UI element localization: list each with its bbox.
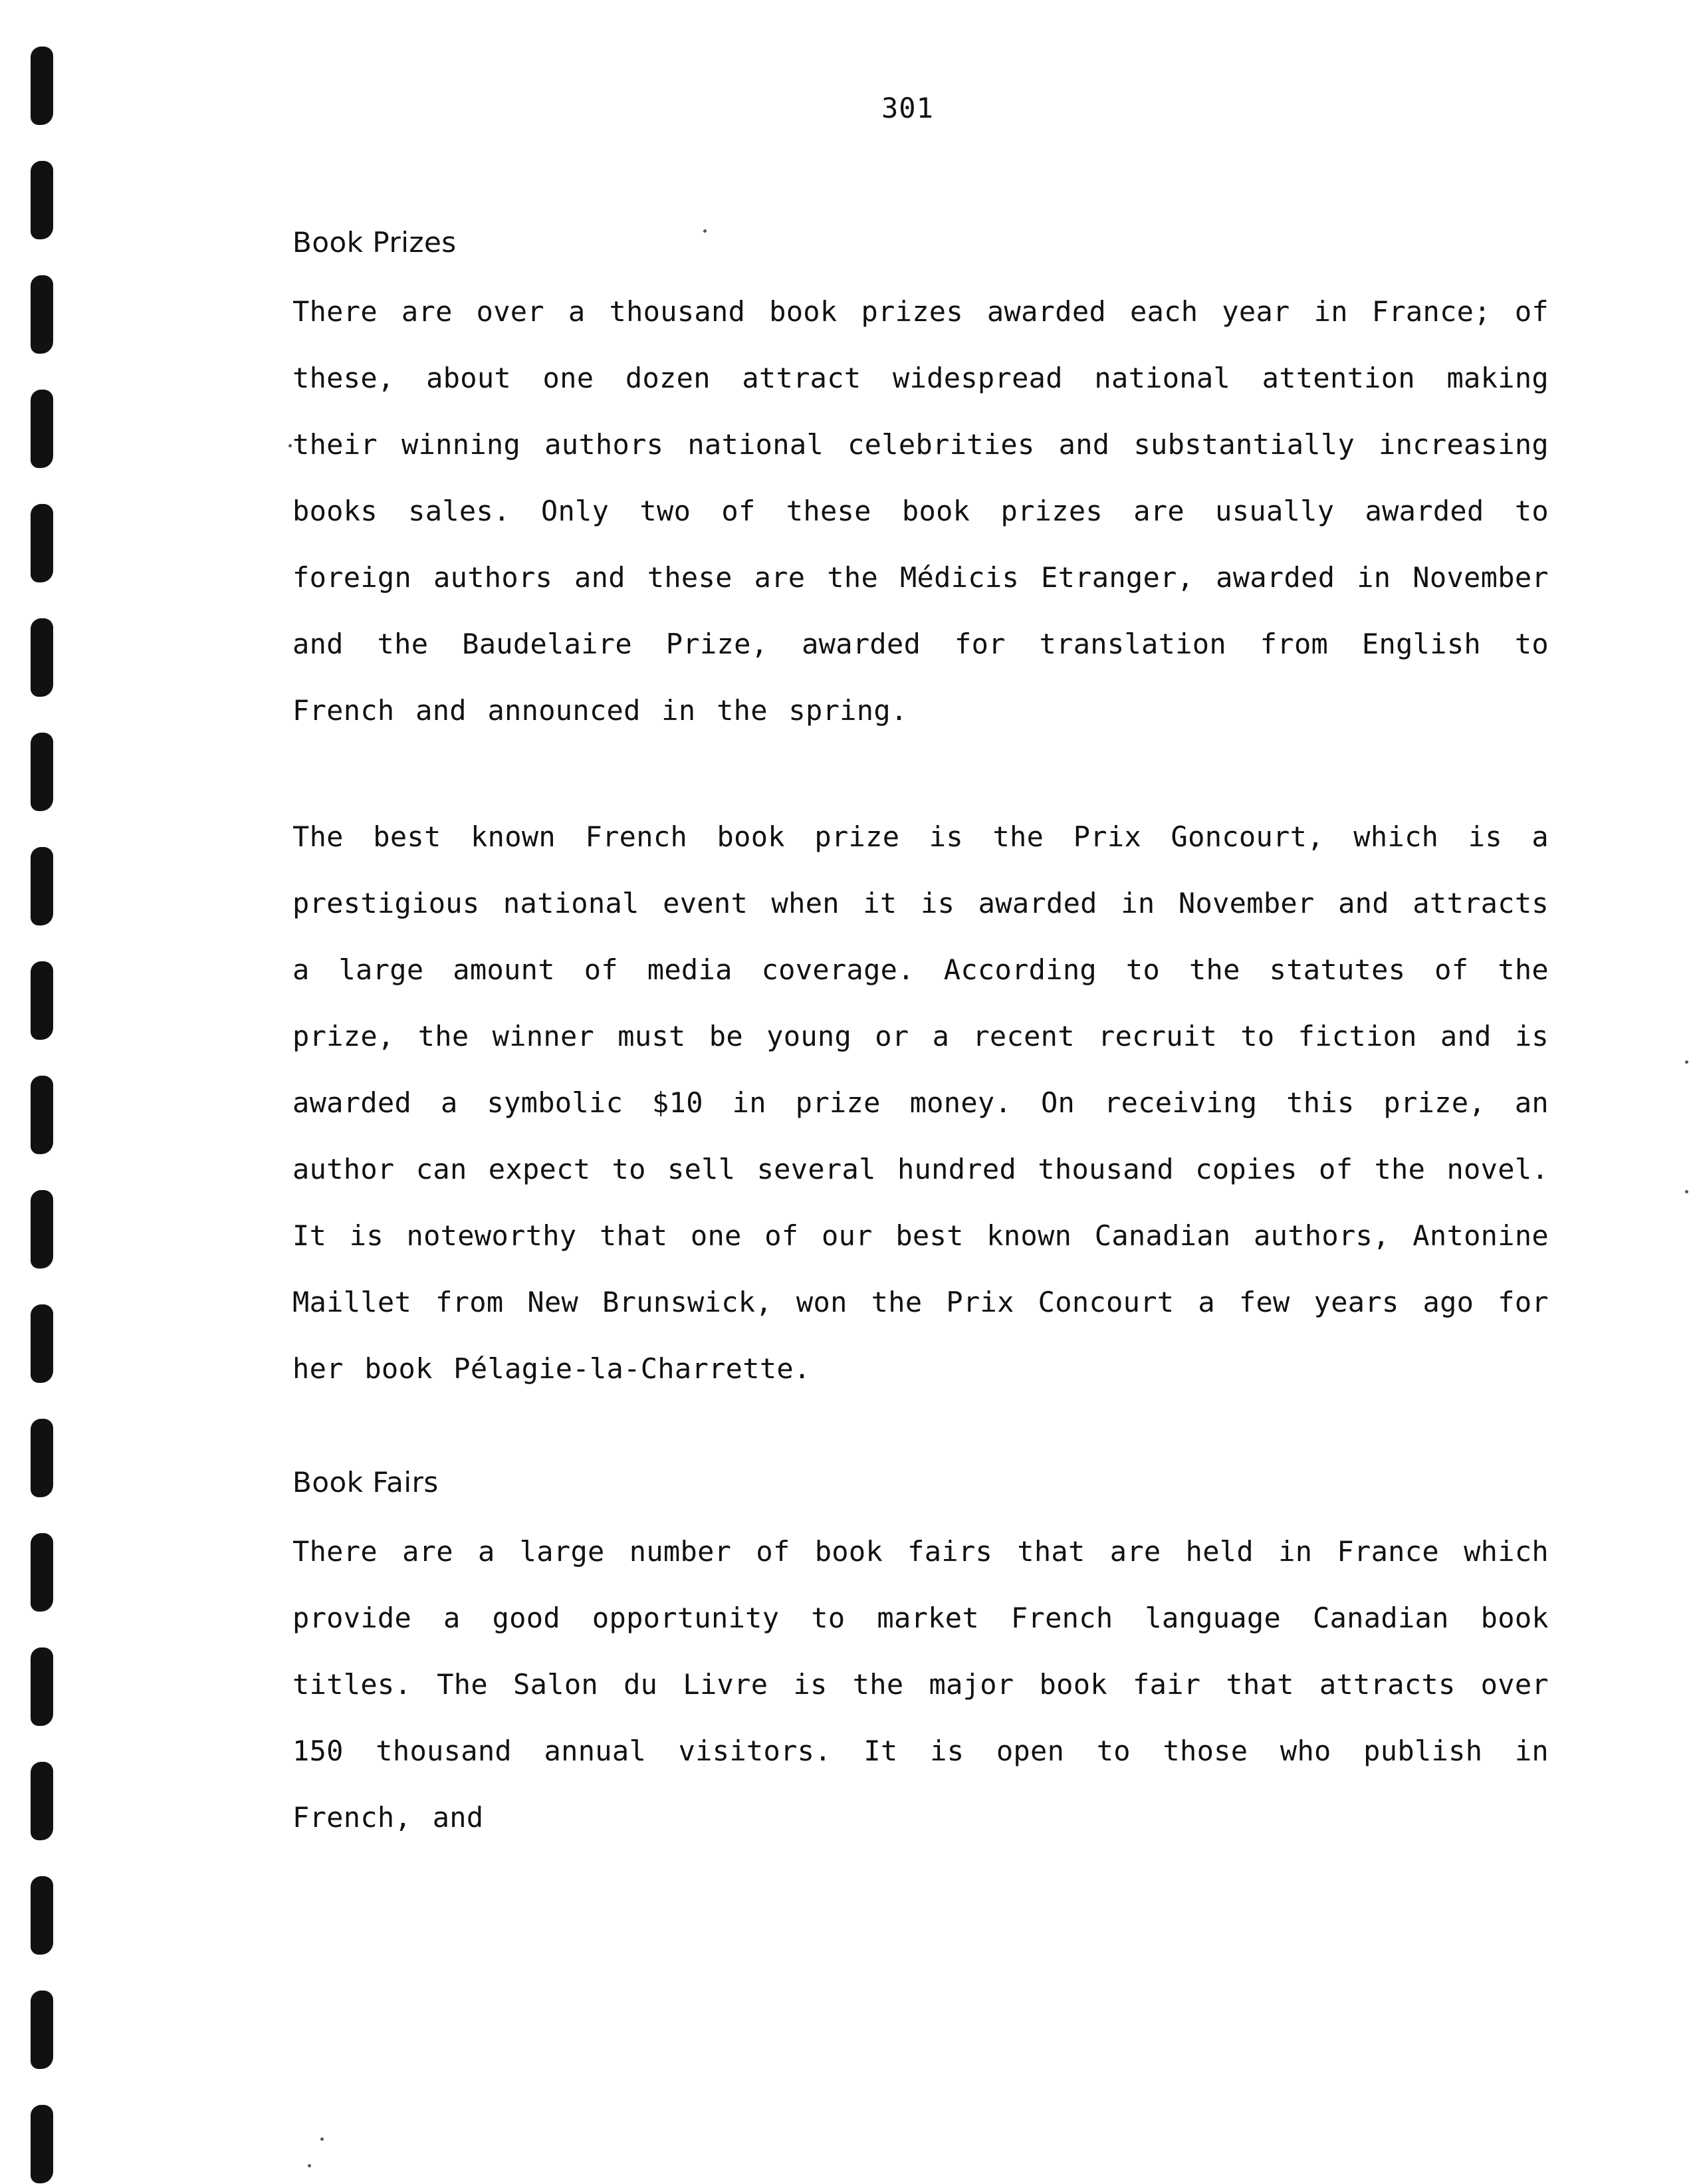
- scan-speck: [703, 229, 707, 233]
- page-number: 301: [881, 92, 934, 124]
- binding-mark: [31, 1304, 53, 1383]
- scan-speck: [1685, 1060, 1688, 1064]
- binding-mark: [31, 1876, 53, 1955]
- binding-mark: [31, 618, 53, 697]
- binding-mark: [31, 1190, 53, 1269]
- binding-mark: [31, 390, 53, 468]
- scan-speck: [320, 2137, 324, 2141]
- binding-mark: [31, 161, 53, 239]
- binding-mark: [31, 1419, 53, 1497]
- binding-mark: [31, 1762, 53, 1840]
- scan-speck: [288, 444, 292, 447]
- page-content: [292, 226, 1549, 1851]
- binding-mark: [31, 961, 53, 1040]
- binding-mark: [31, 504, 53, 582]
- binding-mark: [31, 733, 53, 811]
- binding-mark: [31, 47, 53, 125]
- binding-mark: [31, 275, 53, 354]
- binding-mark: [31, 2105, 53, 2183]
- section-heading: Book Prizes: [292, 226, 457, 259]
- binding-mark: [31, 1647, 53, 1726]
- binding-marks: [31, 47, 57, 2174]
- section-book-prizes: [292, 226, 1549, 1402]
- binding-mark: [31, 1991, 53, 2069]
- paragraph: There are over a thousand book prizes awarded each year in France; of these, about one dozen attract widespread national attention making their winning authors national celebrities and substantially increasing books sales. Only two of these book prizes are usually awarded to foreign authors and these are the Médicis Etranger, awarded in November and the Baudelaire Prize, awarded for translation from English to French and announced in the spring.: [292, 295, 1549, 727]
- section-book-fairs: [292, 1466, 1549, 1851]
- binding-mark: [31, 1076, 53, 1154]
- scan-speck: [1685, 1190, 1688, 1193]
- section-heading: Book Fairs: [292, 1466, 439, 1499]
- scan-speck: [308, 2164, 311, 2167]
- paragraph: The best known French book prize is the Prix Goncourt, which is a prestigious national event when it is awarded in November and attracts a large amount of media coverage. According to the statutes of the prize, the winner must be young or a recent recruit to fiction and is awarded a symbolic $10 in prize money. On receiving this prize, an author can expect to sell several hundred thousand copies of the novel. It is noteworthy that one of our best known Canadian authors, Antonine Maillet from New Brunswick, won the Prix Concourt a few years ago for her book Pélagie-la-Charrette.: [292, 820, 1549, 1385]
- binding-mark: [31, 847, 53, 925]
- binding-mark: [31, 1533, 53, 1612]
- paragraph: There are a large number of book fairs that are held in France which provide a good opportunity to market French language Canadian book titles. The Salon du Livre is the major book fair that attracts over 150 thousand annual visitors. It is open to those who publish in French, and: [292, 1535, 1549, 1834]
